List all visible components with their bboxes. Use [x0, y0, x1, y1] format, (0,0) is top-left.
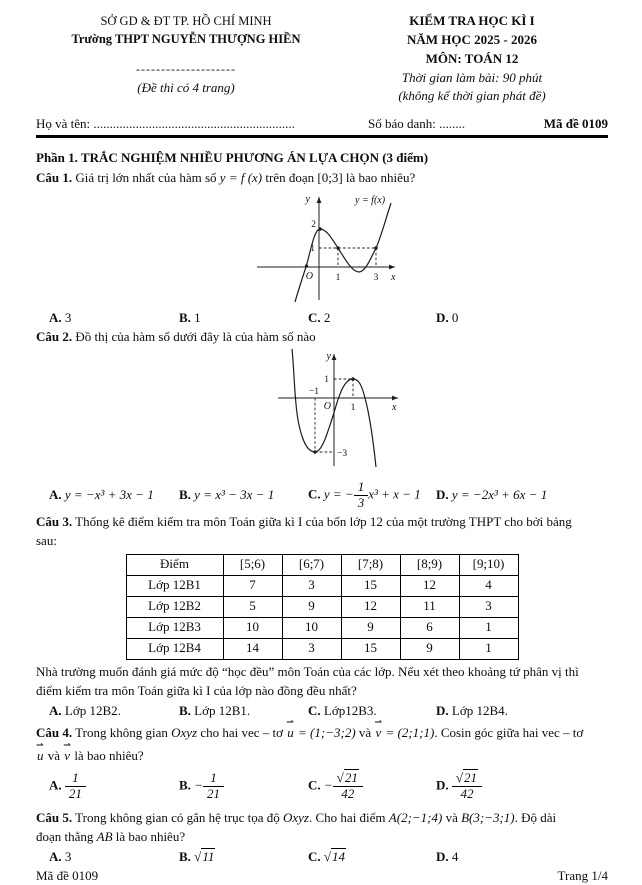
radical — [194, 848, 215, 864]
option-b — [179, 486, 308, 505]
vector-u-letter: u — [37, 748, 44, 764]
option-a-formula: y = −x³ + 3x − 1 — [64, 486, 154, 502]
question-1 — [36, 169, 608, 188]
table-header-interval: [8;9) — [400, 554, 459, 575]
cell-value: 4 — [459, 575, 518, 596]
cell-value: 10 — [223, 617, 282, 638]
cell-value: 9 — [400, 638, 459, 659]
department-name: SỞ GD & ĐT TP. HỒ CHÍ MINH — [100, 14, 272, 28]
option-d-text: 0 — [451, 309, 459, 325]
cell-value: 9 — [341, 617, 400, 638]
table-row — [126, 596, 518, 617]
question-2-options — [36, 478, 608, 512]
vector-arrow-icon: ⇀ — [36, 740, 44, 751]
graph2-tick-1y: 1 — [324, 375, 329, 386]
option-a-text: Lớp 12B2. — [64, 702, 121, 718]
minus-sign: − — [194, 777, 203, 793]
option-c-formula-pre: y = − — [323, 486, 354, 502]
option-d — [436, 702, 608, 721]
question-1-graph — [243, 190, 608, 308]
option-c-formula-post: x³ + x − 1 — [368, 486, 421, 502]
fraction — [354, 480, 369, 511]
vector-arrow-icon: ⇀ — [286, 717, 294, 728]
question-5-text5: đoạn thẳng — [36, 828, 97, 844]
row-label: Lớp 12B3 — [126, 617, 223, 638]
option-c — [308, 771, 436, 802]
radical — [456, 769, 478, 785]
cell-value: 14 — [223, 638, 282, 659]
fraction-numerator: 1 — [357, 478, 365, 494]
minus-sign: − — [323, 777, 333, 793]
option-a — [49, 702, 179, 721]
option-c — [308, 480, 436, 511]
cell-value: 11 — [400, 596, 459, 617]
question-4-text6: là bao nhiêu? — [71, 748, 144, 764]
fraction-denominator: 21 — [65, 786, 86, 802]
option-d-label: D. — [436, 486, 449, 502]
subject: MÔN: TOÁN 12 — [425, 50, 519, 66]
fraction-numerator — [452, 771, 482, 786]
cell-value: 12 — [341, 596, 400, 617]
option-b-label: B. — [179, 777, 191, 793]
cell-value: 1 — [459, 617, 518, 638]
score-table — [126, 554, 519, 660]
graph2-origin-label: O — [323, 401, 331, 413]
question-4-text3: và — [355, 725, 375, 741]
option-a — [49, 309, 179, 328]
row-label: Lớp 12B4 — [126, 638, 223, 659]
candidate-number-field: Số báo danh: ........ — [368, 116, 466, 132]
option-c — [308, 702, 436, 721]
graph1-tick-2: 2 — [311, 219, 316, 230]
option-c-label: C. — [308, 309, 321, 325]
question-3-label: Câu 3. — [36, 514, 73, 530]
question-4-text4: . Cosin góc giữa hai vec – tơ — [434, 725, 584, 741]
table-row — [126, 638, 518, 659]
option-b-label: B. — [179, 848, 191, 864]
option-d-label: D. — [436, 777, 449, 793]
option-a-text: 3 — [64, 309, 72, 325]
option-a-text: 3 — [64, 848, 72, 864]
exam-header — [36, 12, 608, 106]
sqrt-icon: √ — [194, 848, 202, 864]
option-a — [49, 848, 179, 867]
cell-value: 6 — [400, 617, 459, 638]
question-5-point-a: A(2;−1;4) — [388, 810, 443, 826]
graph1-y-axis-label: y — [305, 193, 310, 205]
option-d-label: D. — [436, 702, 449, 718]
fraction-denominator: 42 — [452, 786, 482, 802]
graph1-origin-label: O — [305, 270, 313, 282]
fraction-denominator: 42 — [333, 786, 363, 802]
cell-value: 15 — [341, 638, 400, 659]
cell-value: 3 — [282, 638, 341, 659]
cell-value: 3 — [459, 596, 518, 617]
table-header-interval: [6;7) — [282, 554, 341, 575]
question-5 — [36, 809, 608, 847]
question-1-math-fx: y = f (x) — [219, 169, 263, 185]
question-1-text2: trên đoạn — [262, 169, 318, 185]
option-d-label: D. — [436, 309, 449, 325]
graph1-x-axis-label: x — [391, 271, 396, 283]
question-2-text: Đồ thị của hàm số dưới đây là của hàm số nào — [72, 329, 316, 345]
cell-value: 9 — [282, 596, 341, 617]
question-5-segment-ab: AB — [96, 828, 113, 844]
option-b-label: B. — [179, 309, 191, 325]
table-header-interval: [9;10) — [459, 554, 518, 575]
question-2-label: Câu 2. — [36, 329, 73, 345]
option-a-label: A. — [49, 702, 62, 718]
question-5-label: Câu 5. — [36, 810, 73, 826]
graph1-tick-1y: 1 — [310, 243, 315, 254]
question-1-text3: là bao nhiêu? — [342, 169, 416, 185]
question-3-text-line2: sau: — [36, 532, 57, 548]
option-b — [179, 771, 308, 802]
table-row — [126, 617, 518, 638]
school-year: NĂM HỌC 2025 - 2026 — [407, 31, 537, 47]
radicand: 14 — [332, 848, 346, 864]
sqrt-icon: √ — [336, 769, 344, 785]
question-1-label: Câu 1. — [36, 169, 73, 185]
table-header-interval: [7;8) — [341, 554, 400, 575]
radicand: 21 — [464, 769, 478, 785]
question-5-options — [36, 848, 608, 867]
option-d — [436, 486, 608, 505]
graph1-tick-1x: 1 — [335, 272, 341, 283]
question-3-text-line3: Nhà trường muốn đánh giá mức độ “học đều” môn Toán của các lớp. Nếu xét theo khoảng tứ phân vị thì — [36, 663, 579, 679]
sqrt-icon: √ — [455, 769, 464, 785]
option-c-label: C. — [308, 702, 321, 718]
fraction — [203, 771, 224, 802]
vector-u-letter: u — [287, 725, 294, 741]
option-b-text: Lớp 12B1. — [194, 702, 251, 718]
header-school-block — [36, 12, 336, 106]
table-header-diem: Điểm — [126, 554, 223, 575]
graph2-tick-neg3: −3 — [337, 449, 348, 460]
question-4-text1: Trong không gian — [72, 725, 172, 741]
fraction-numerator: 1 — [210, 769, 217, 785]
fraction-denominator: 3 — [354, 495, 369, 511]
option-b-label: B. — [179, 702, 191, 718]
option-c-label: C. — [308, 486, 321, 502]
exam-code: Mã đề 0109 — [543, 116, 608, 132]
fraction-numerator — [333, 771, 363, 786]
option-d — [436, 848, 608, 867]
option-c-text: Lớp12B3. — [323, 702, 377, 718]
fraction — [65, 771, 86, 802]
question-5-text3: và — [442, 810, 462, 826]
candidate-row — [36, 115, 608, 134]
vector-u — [286, 717, 295, 743]
name-field: Họ và tên: .............................................................. — [36, 116, 295, 132]
cell-value: 15 — [341, 575, 400, 596]
question-4-label: Câu 4. — [36, 725, 73, 741]
option-a-label: A. — [49, 777, 62, 793]
option-b — [179, 309, 308, 328]
option-c-label: C. — [308, 777, 321, 793]
vector-arrow-icon: ⇀ — [63, 740, 71, 751]
vector-v — [63, 740, 71, 766]
fraction-denominator: 21 — [203, 786, 224, 802]
part1-title: Phần 1. TRẮC NGHIỆM NHIỀU PHƯƠNG ÁN LỰA CHỌN (3 điểm) — [36, 150, 429, 166]
cell-value: 3 — [282, 575, 341, 596]
option-d — [436, 771, 608, 802]
graph1-tick-3x: 3 — [373, 272, 379, 283]
option-b-text: 1 — [194, 309, 201, 325]
option-c-label: C. — [308, 848, 321, 864]
question-5-oxyz: Oxyz — [283, 810, 309, 826]
question-4-options — [36, 767, 608, 805]
vector-arrow-icon: ⇀ — [374, 717, 382, 728]
footer-page-number: Trang 1/4 — [557, 867, 608, 883]
question-4-v-coords: = (2;1;1) — [382, 725, 435, 741]
page-count-note: (Đề thi có 4 trang) — [137, 79, 235, 95]
header-exam-block — [336, 12, 608, 106]
fraction — [452, 771, 482, 802]
radicand: 21 — [344, 769, 358, 785]
question-4-oxyz: Oxyz — [171, 725, 198, 741]
graph2-x-axis-label: x — [392, 402, 397, 414]
graph2-tick-neg1: −1 — [308, 387, 320, 398]
option-c-text: 2 — [323, 309, 331, 325]
cell-value: 1 — [459, 638, 518, 659]
question-3-text-line1: Thống kê điểm kiểm tra môn Toán giữa kì I của bốn lớp 12 của một trường THPT cho bởi bảng — [72, 514, 572, 530]
question-2 — [36, 328, 608, 347]
question-5-text2: . Cho hai điểm — [309, 810, 389, 826]
option-a — [49, 771, 179, 802]
table-row — [126, 575, 518, 596]
cubic-graph-1 — [243, 190, 405, 302]
option-d-text: Lớp 12B4. — [451, 702, 508, 718]
duration-note: Thời gian làm bài: 90 phút — [401, 69, 543, 85]
graph1-curve-label: y = f(x) — [355, 194, 386, 206]
question-4-text2: cho hai vec – tơ — [197, 725, 287, 741]
option-d-text: 4 — [451, 848, 459, 864]
question-5-text1: Trong không gian có gắn hệ trục tọa độ — [72, 810, 283, 826]
vector-v-letter: v — [64, 748, 71, 764]
question-4 — [36, 717, 608, 766]
cubic-graph-2 — [272, 349, 404, 471]
page-footer — [36, 867, 608, 885]
cell-value: 12 — [400, 575, 459, 596]
question-5-text6: là bao nhiêu? — [112, 828, 186, 844]
graph2-tick-1x: 1 — [350, 403, 356, 414]
vector-v-letter: v — [375, 725, 382, 741]
header-rule — [36, 135, 608, 138]
row-label: Lớp 12B1 — [126, 575, 223, 596]
option-b — [179, 848, 308, 867]
option-c — [308, 309, 436, 328]
fraction — [333, 771, 363, 802]
option-b-formula: y = x³ − 3x − 1 — [194, 486, 275, 502]
radical — [337, 769, 359, 785]
graph2-y-axis-label: y — [326, 351, 331, 363]
question-2-graph — [272, 349, 608, 477]
question-1-text: Giá trị lớn nhất của hàm số — [72, 169, 220, 185]
cell-value: 7 — [223, 575, 282, 596]
school-name: Trường THPT NGUYỄN THƯỢNG HIỀN — [71, 32, 301, 47]
dash-divider: -------------------- — [136, 62, 236, 77]
fraction-numerator: 1 — [72, 769, 79, 785]
radicand: 11 — [202, 848, 215, 864]
question-3-text-line4: điểm kiểm tra môn Toán giữa kì I của lớp nào đồng đều nhất? — [36, 682, 357, 698]
question-4-text5: và — [44, 748, 64, 764]
cell-value: 10 — [282, 617, 341, 638]
option-d-label: D. — [436, 848, 449, 864]
question-3-options — [36, 702, 608, 721]
option-d — [436, 309, 608, 328]
duration-subnote: (không kể thời gian phát đề) — [398, 88, 546, 104]
radical — [324, 848, 346, 864]
question-3-followup — [36, 663, 608, 701]
option-a-label: A. — [49, 848, 62, 864]
question-4-u-coords: = (1;−3;2) — [294, 725, 356, 741]
table-header-interval: [5;6) — [223, 554, 282, 575]
question-3 — [36, 513, 608, 551]
cell-value: 5 — [223, 596, 282, 617]
option-a-label: A. — [49, 486, 62, 502]
table-header-row — [126, 554, 518, 575]
option-d-formula: y = −2x³ + 6x − 1 — [451, 486, 548, 502]
option-a-label: A. — [49, 309, 62, 325]
vector-v — [374, 717, 382, 743]
question-1-options — [36, 309, 608, 328]
exam-title: KIỂM TRA HỌC KÌ I — [409, 13, 535, 28]
vector-u — [36, 740, 45, 766]
option-a — [49, 486, 179, 505]
question-1-interval: [0;3] — [317, 169, 343, 185]
footer-exam-code: Mã đề 0109 — [36, 867, 99, 883]
option-c — [308, 848, 436, 867]
option-b-label: B. — [179, 486, 191, 502]
question-5-text4: . Độ dài — [514, 810, 557, 826]
sqrt-icon: √ — [323, 848, 332, 864]
question-5-point-b: B(3;−3;1) — [461, 810, 515, 826]
row-label: Lớp 12B2 — [126, 596, 223, 617]
